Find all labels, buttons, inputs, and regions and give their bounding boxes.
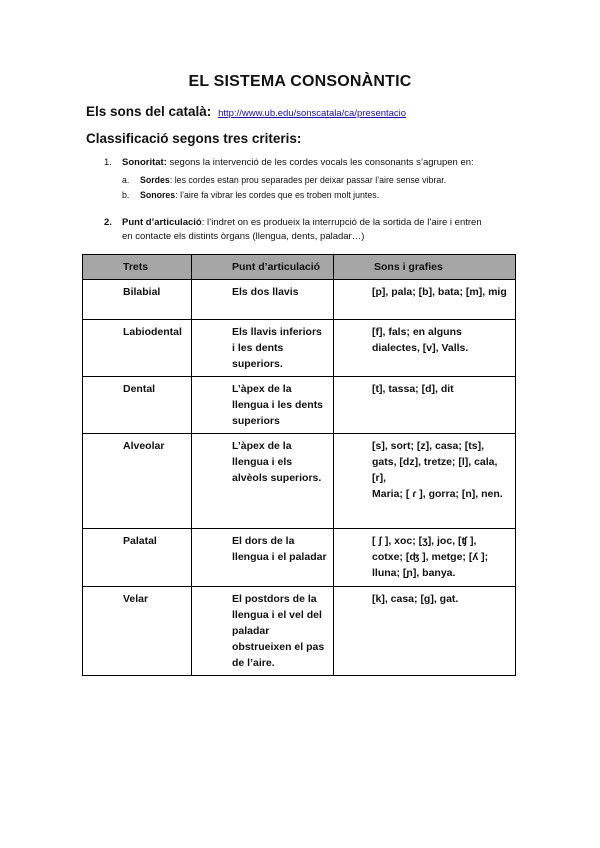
- cell-sons: [p], pala; [b], bata; [m], mig: [334, 280, 516, 320]
- cell-punt: L’àpex de la llengua i les dents superiors: [192, 377, 334, 434]
- cell-sons: [t], tassa; [d], dit: [334, 377, 516, 434]
- cell-trets: Bilabial: [83, 280, 192, 320]
- criterion-number: 2.: [104, 217, 112, 228]
- header-trets: Trets: [83, 255, 192, 280]
- sub-letter: a.: [122, 175, 130, 185]
- criterion-text: segons la intervenció de les cordes vocals les consonants s’agrupen en:: [166, 157, 474, 168]
- sub-text: : les cordes estan prou separades per deixar passar l’aire sense vibrar.: [169, 175, 447, 185]
- criterion-label: Punt d’articulació: [122, 217, 202, 228]
- cell-trets: Palatal: [83, 529, 192, 587]
- cell-trets: Velar: [83, 587, 192, 676]
- cell-punt: Els llavis inferiors i les dents superiors.: [192, 320, 334, 377]
- cell-punt: L’àpex de la llengua i els alvèols superiors.: [192, 434, 334, 529]
- table-row: [83, 434, 516, 529]
- sub-label: Sonores: [140, 190, 176, 200]
- criterion-text: : l’indret on es produeix la interrupció de la sortida de l’aire i entren: [201, 217, 482, 228]
- cell-sons: [k], casa; [g], gat.: [334, 587, 516, 676]
- classification-heading: Classificació segons tres criteris:: [86, 131, 302, 146]
- intro-line: [86, 104, 406, 119]
- cell-trets: Alveolar: [83, 434, 192, 529]
- cell-trets: Dental: [83, 377, 192, 434]
- cell-punt: El postdors de la llengua i el vel del paladar obstrueixen el pas de l’aire.: [192, 587, 334, 676]
- table-header-row: [83, 255, 516, 280]
- criterion-sonoritat: [104, 157, 524, 168]
- page-title: EL SISTEMA CONSONÀNTIC: [188, 73, 412, 90]
- sub-letter: b.: [122, 190, 130, 200]
- articulation-table: [82, 254, 516, 676]
- intro-link[interactable]: http://www.ub.edu/sonscatala/ca/presentacio: [218, 108, 407, 119]
- cell-punt: El dors de la llengua i el paladar: [192, 529, 334, 587]
- criterion-label: Sonoritat:: [122, 157, 167, 168]
- sub-label: Sordes: [140, 175, 170, 185]
- table-row: [83, 320, 516, 377]
- subcriterion-sordes: [122, 175, 446, 185]
- intro-label: Els sons del català:: [86, 104, 212, 119]
- cell-trets: Labiodental: [83, 320, 192, 377]
- table-row: [83, 587, 516, 676]
- criterion-number: 1.: [104, 157, 112, 168]
- subcriterion-sonores: [122, 190, 379, 200]
- sub-text: : l’aire fa vibrar les cordes que es troben molt juntes.: [175, 190, 380, 200]
- table-row: [83, 280, 516, 320]
- header-sons: Sons i grafies: [334, 255, 516, 280]
- criterion-continuation: en contacte els distints òrgans (llengua, dents, paladar…): [122, 231, 365, 242]
- cell-sons: [ ʃ ], xoc; [ʒ], joc, [ʧ ], cotxe; [ʤ ], metge; [ʎ ]; lluna; [ɲ], banya.: [334, 529, 516, 587]
- cell-sons: [s], sort; [z], casa; [ts], gats, [dz], tretze; [l], cala, [r], Maria; [ ɾ ], gorra; [n], nen.: [334, 434, 516, 529]
- table-row: [83, 377, 516, 434]
- cell-sons: [f], fals; en alguns dialectes, [v], Valls.: [334, 320, 516, 377]
- cell-punt: Els dos llavis: [192, 280, 334, 320]
- header-punt: Punt d’articulació: [192, 255, 334, 280]
- criterion-punt-articulacio: [104, 216, 524, 244]
- table-row: [83, 529, 516, 587]
